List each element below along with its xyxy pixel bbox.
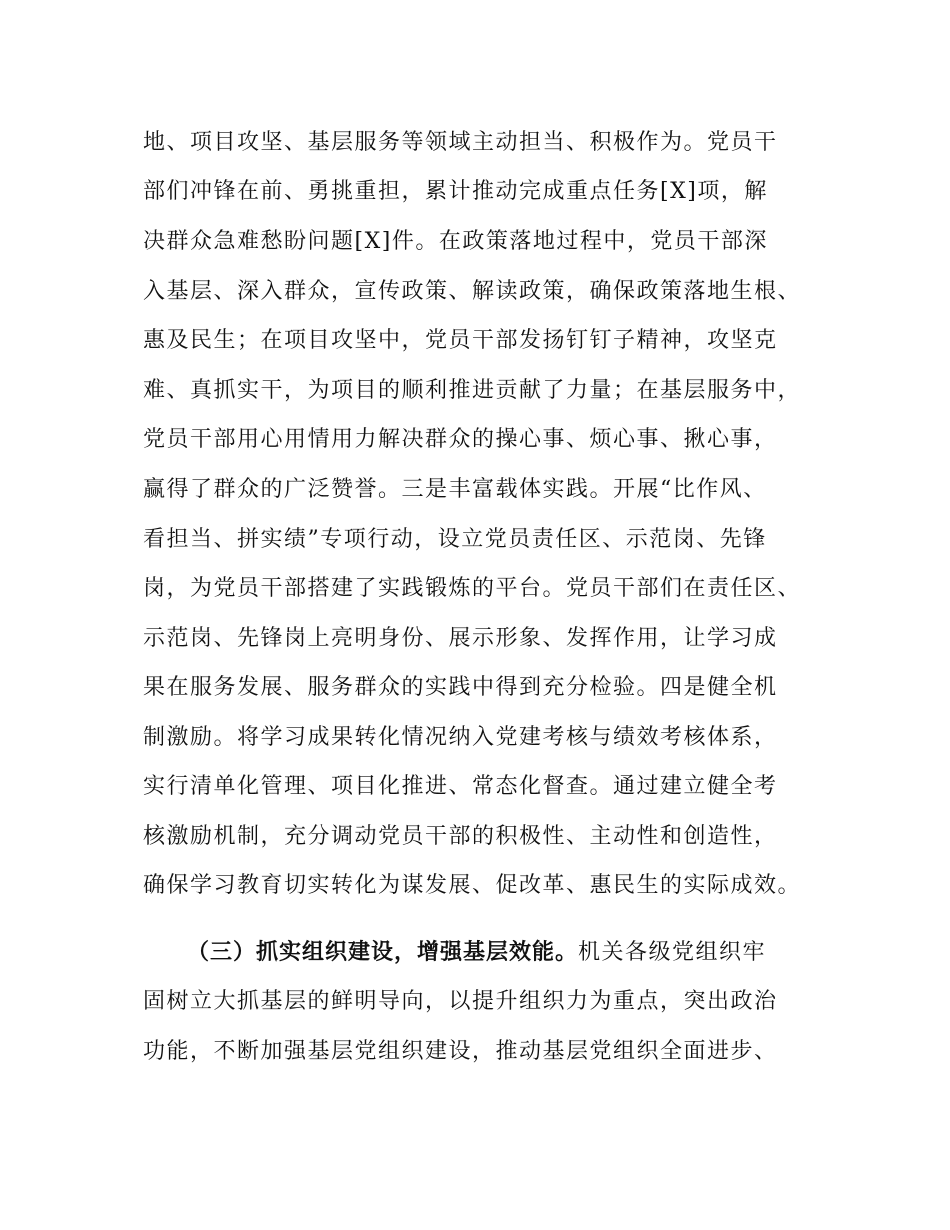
paragraph-line: 岗，为党员干部搭建了实践锻炼的平台。党员干部们在责任区、: [143, 576, 802, 601]
paragraph-line: 赢得了群众的广泛赞誉。三是丰富载体实践。开展“比作风、: [143, 477, 767, 502]
section-heading: （三）抓实组织建设，增强基层效能。: [187, 940, 579, 965]
section-first-line-text: 机关各级党组织牢: [578, 940, 767, 965]
paragraph-line: 党员干部用心用情用力解决群众的操心事、烦心事、揪心事，: [143, 427, 778, 452]
paragraph-line: 地、项目攻坚、基层服务等领域主动担当、积极作为。党员干: [143, 130, 778, 155]
paragraph-line: 部们冲锋在前、勇挑重担，累计推动完成重点任务[X]项，解: [143, 179, 768, 204]
paragraph-line: 难、真抓实干，为项目的顺利推进贡献了力量；在基层服务中，: [143, 378, 802, 403]
paragraph-line: 决群众急难愁盼问题[X]件。在政策落地过程中，党员干部深: [143, 229, 768, 254]
paragraph-line: 示范岗、先锋岗上亮明身份、展示形象、发挥作用，让学习成: [143, 626, 778, 651]
section-first-line: [187, 933, 766, 973]
paragraph-line: 制激励。将学习成果转化情况纳入党建考核与绩效考核体系，: [143, 725, 778, 750]
section-line: 固树立大抓基层的鲜明导向，以提升组织力为重点，突出政治: [143, 989, 778, 1014]
section-line: 功能，不断加强基层党组织建设，推动基层党组织全面进步、: [143, 1039, 778, 1064]
paragraph-line: 果在服务发展、服务群众的实践中得到充分检验。四是健全机: [143, 675, 778, 700]
paragraph-line: 实行清单化管理、项目化推进、常态化督查。通过建立健全考: [143, 774, 778, 799]
paragraph-line: 入基层、深入群众，宣传政策、解读政策，确保政策落地生根、: [143, 279, 802, 304]
paragraph-line: 核激励机制，充分调动党员干部的积极性、主动性和创造性，: [143, 824, 778, 849]
paragraph-line: 确保学习教育切实转化为谋发展、促改革、惠民生的实际成效。: [143, 873, 802, 898]
paragraph-line: 惠及民生；在项目攻坚中，党员干部发扬钉钉子精神，攻坚克: [143, 328, 778, 353]
paragraph-line: 看担当、拼实绩”专项行动，设立党员责任区、示范岗、先锋: [143, 527, 767, 552]
